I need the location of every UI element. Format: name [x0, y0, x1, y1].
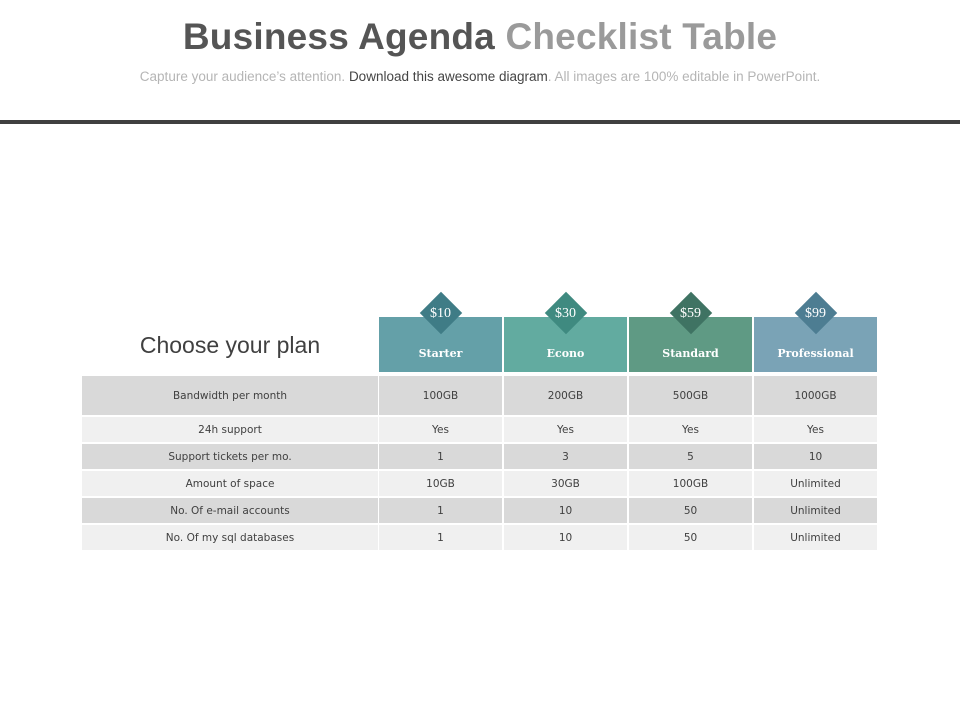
table-cell: 10 [504, 498, 627, 523]
table-cell: 50 [629, 525, 752, 550]
table-cell: 5 [629, 444, 752, 469]
table-cell: 10 [504, 525, 627, 550]
table-row [82, 444, 878, 469]
table-cell: Yes [504, 417, 627, 442]
table-cell: 200GB [504, 376, 627, 415]
table-cell: 100GB [629, 471, 752, 496]
plan-name: Professional [777, 347, 854, 360]
table-cell: Unlimited [754, 471, 877, 496]
subtitle-part-2: Download this awesome diagram [348, 69, 548, 84]
table-cell: 1 [379, 498, 502, 523]
table-cell: 1 [379, 444, 502, 469]
feature-label: Amount of space [82, 471, 378, 496]
title-part-2: Checklist Table [505, 16, 778, 57]
table-cell: 1 [379, 525, 502, 550]
table-cell: Yes [629, 417, 752, 442]
table-row [82, 525, 878, 550]
subtitle-part-1: Capture your audience’s attention. [139, 69, 349, 84]
table-cell: Unlimited [754, 498, 877, 523]
feature-label: Bandwidth per month [82, 376, 378, 415]
plan-price: $10 [430, 306, 451, 321]
plan-name: Econo [546, 347, 585, 360]
table-cell: 50 [629, 498, 752, 523]
feature-label: No. Of my sql databases [82, 525, 378, 550]
table-cell: 500GB [629, 376, 752, 415]
table-cell: 30GB [504, 471, 627, 496]
table-cell: 1000GB [754, 376, 877, 415]
table-row [82, 376, 878, 415]
table-heading: Choose your plan [139, 332, 321, 358]
plan-price: $99 [805, 306, 826, 321]
feature-label: Support tickets per mo. [82, 444, 378, 469]
page-title [0, 16, 960, 58]
plan-name: Standard [662, 347, 719, 360]
table-cell: 10 [754, 444, 877, 469]
feature-label: No. Of e-mail accounts [82, 498, 378, 523]
title-part-1: Business Agenda [182, 16, 495, 57]
plan-price: $59 [680, 306, 701, 321]
page-subtitle [0, 69, 960, 84]
table-row [82, 417, 878, 442]
table-row [82, 471, 878, 496]
table-cell: Yes [379, 417, 502, 442]
table-cell: Unlimited [754, 525, 877, 550]
table-cell: 10GB [379, 471, 502, 496]
plan-price: $30 [555, 306, 576, 321]
subtitle-part-3: . All images are 100% editable in PowerPoint. [547, 69, 821, 84]
table-cell: 3 [504, 444, 627, 469]
table-cell: 100GB [379, 376, 502, 415]
plan-name: Starter [418, 347, 463, 360]
header-divider [0, 120, 960, 124]
table-row [82, 498, 878, 523]
feature-label: 24h support [82, 417, 378, 442]
table-cell: Yes [754, 417, 877, 442]
